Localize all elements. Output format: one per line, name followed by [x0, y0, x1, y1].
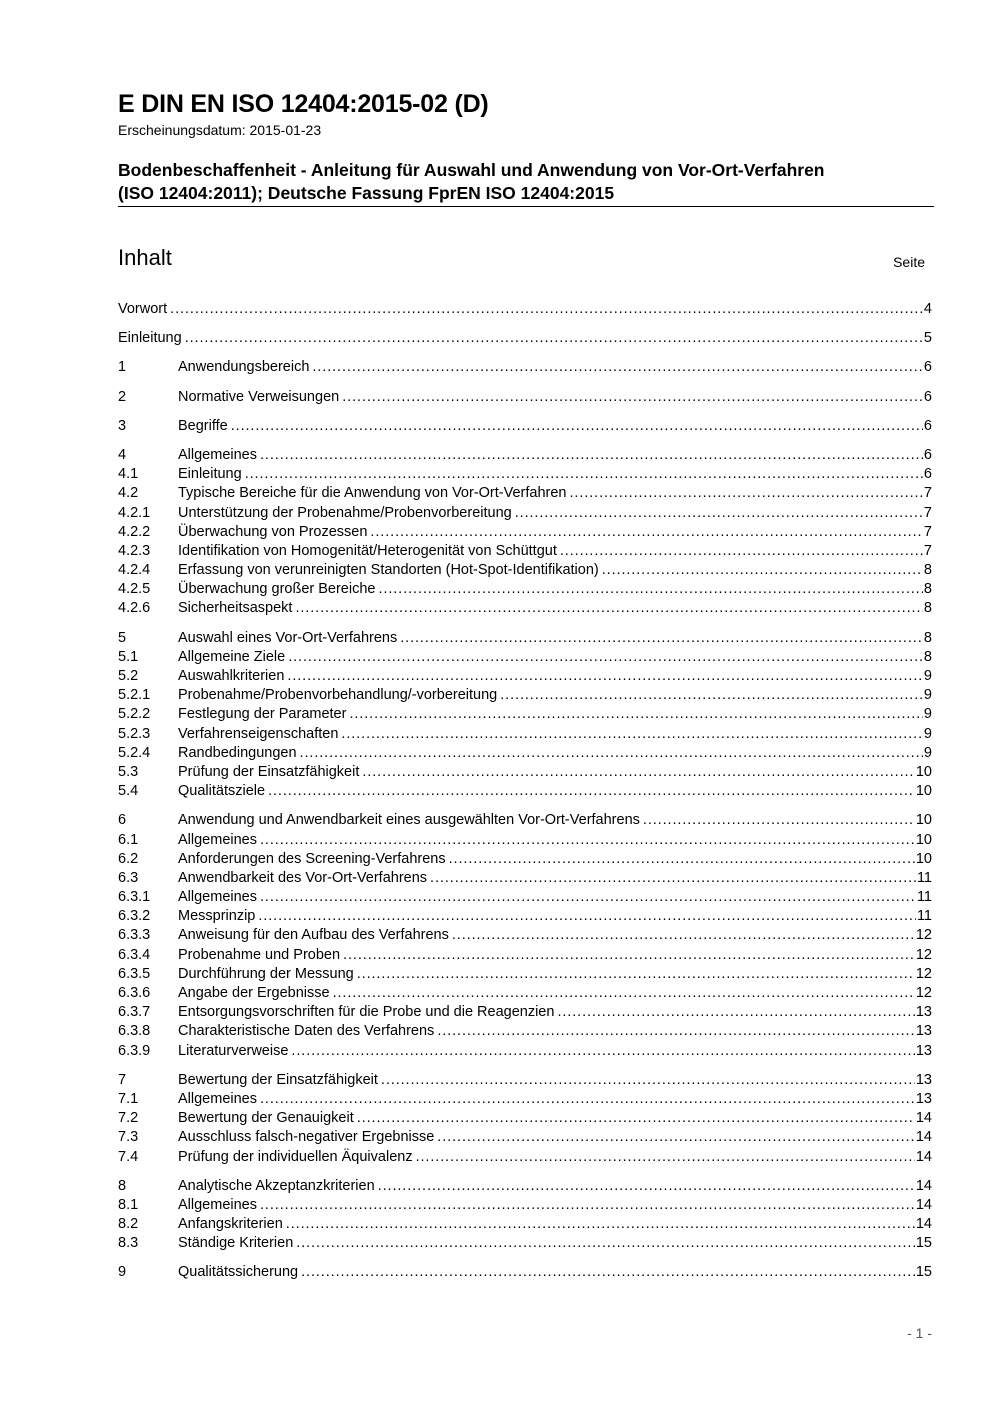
- toc-entry-page: 10: [915, 831, 932, 848]
- toc-entry[interactable]: [118, 763, 932, 782]
- toc-entry-page: 10: [915, 812, 932, 829]
- document-id: E DIN EN ISO 12404:2015-02 (D): [118, 90, 489, 118]
- toc-leader-dots: [643, 811, 915, 830]
- toc-entry-page: 13: [915, 1090, 932, 1107]
- toc-entry[interactable]: [118, 725, 932, 744]
- toc-entry-number: 5.4: [118, 783, 139, 800]
- toc-entry-label: Analytische Akzeptanzkriterien: [178, 1177, 375, 1194]
- toc-leader-dots: [400, 629, 923, 648]
- toc-entry[interactable]: [118, 388, 932, 407]
- toc-leader-dots: [370, 523, 923, 542]
- toc-leader-dots: [288, 648, 923, 667]
- toc-entry-label: Einleitung: [178, 466, 242, 483]
- toc-entry-page: 7: [923, 542, 932, 559]
- toc-leader-dots: [452, 926, 915, 945]
- document-title-line-1: Bodenbeschaffenheit - Anleitung für Auswahl und Anwendung von Vor-Ort-Verfahren: [118, 160, 825, 180]
- table-of-contents: [118, 300, 932, 1283]
- toc-entry-label: Entsorgungsvorschriften für die Probe und die Reagenzien: [178, 1004, 555, 1021]
- toc-entry-number: 7.1: [118, 1090, 139, 1107]
- toc-entry[interactable]: [118, 1003, 932, 1022]
- toc-entry-label: Allgemeines: [178, 1090, 257, 1107]
- toc-leader-dots: [258, 907, 916, 926]
- toc-entry-number: 6.3.3: [118, 927, 151, 944]
- toc-entry-label: Qualitätsziele: [178, 783, 266, 800]
- toc-entry-label: Einleitung: [118, 330, 182, 347]
- toc-entry[interactable]: [118, 465, 932, 484]
- toc-entry[interactable]: [118, 580, 932, 599]
- toc-entry[interactable]: [118, 850, 932, 869]
- toc-entry[interactable]: [118, 705, 932, 724]
- toc-entry-number: 6.3.2: [118, 908, 151, 925]
- toc-entry-label: Verfahrenseigenschaften: [178, 725, 339, 742]
- toc-entry-page: 10: [915, 850, 932, 867]
- toc-leader-dots: [378, 580, 922, 599]
- toc-leader-dots: [381, 1071, 915, 1090]
- toc-entry[interactable]: [118, 811, 932, 830]
- toc-leader-dots: [416, 1148, 915, 1167]
- toc-entry-number: 6.3.1: [118, 889, 151, 906]
- toc-entry-number: 5: [118, 629, 127, 646]
- toc-entry-number: 7: [118, 1071, 127, 1088]
- toc-entry-label: Ausschluss falsch-negativer Ergebnisse: [178, 1129, 435, 1146]
- toc-entry-label: Allgemeine Ziele: [178, 648, 286, 665]
- toc-entry-number: 4.2.5: [118, 581, 151, 598]
- toc-entry[interactable]: [118, 484, 932, 503]
- toc-entry-label: Auswahlkriterien: [178, 668, 285, 684]
- toc-leader-dots: [557, 1003, 914, 1022]
- toc-entry-label: Überwachung von Prozessen: [178, 523, 368, 540]
- toc-entry-number: 6.3.5: [118, 965, 151, 982]
- toc-entry-page: 9: [923, 706, 932, 723]
- toc-entry[interactable]: [118, 1090, 932, 1109]
- toc-entry-number: 6.3: [118, 869, 139, 886]
- toc-entry[interactable]: [118, 300, 932, 319]
- toc-entry[interactable]: [118, 869, 932, 888]
- toc-entry-label: Begriffe: [178, 417, 228, 434]
- toc-entry[interactable]: [118, 965, 932, 984]
- toc-entry-label: Erfassung von verunreinigten Standorten (Hot-Spot-Identifikation): [178, 562, 599, 579]
- toc-leader-dots: [342, 388, 923, 407]
- toc-entry-number: 8: [118, 1177, 127, 1194]
- toc-entry[interactable]: [118, 1109, 932, 1128]
- toc-entry-page: 15: [915, 1264, 932, 1281]
- toc-entry[interactable]: [118, 984, 932, 1003]
- document-title-line-2: (ISO 12404:2011); Deutsche Fassung FprEN ISO 12404:2015: [118, 183, 615, 203]
- toc-leader-dots: [268, 782, 915, 801]
- toc-entry[interactable]: [118, 504, 932, 523]
- toc-entry-number: 4.2.1: [118, 504, 151, 521]
- toc-entry-page: 13: [915, 1042, 932, 1059]
- toc-entry-page: 6: [923, 417, 932, 434]
- toc-entry-page: 13: [915, 1004, 932, 1021]
- toc-entry-number: 7.3: [118, 1129, 139, 1146]
- toc-entry-label: Anwendung und Anwendbarkeit eines ausgewählten Vor-Ort-Verfahrens: [178, 812, 640, 829]
- toc-entry-number: 5.2.3: [118, 725, 151, 742]
- toc-leader-dots: [333, 984, 915, 1003]
- toc-entry-number: 4.1: [118, 466, 139, 483]
- toc-entry-number: 4.2.4: [118, 562, 151, 579]
- toc-entry[interactable]: [118, 1071, 932, 1090]
- toc-entry-label: Charakteristische Daten des Verfahrens: [178, 1023, 435, 1040]
- toc-entry-page: 14: [915, 1196, 932, 1213]
- toc-entry-page: 9: [923, 687, 932, 704]
- toc-entry-page: 6: [923, 466, 932, 483]
- toc-entry-number: 1: [118, 359, 127, 376]
- toc-entry-number: 5.2.2: [118, 706, 151, 723]
- toc-entry-label: Allgemeines: [178, 831, 257, 848]
- toc-entry-number: 6.1: [118, 831, 139, 848]
- toc-entry-label: Randbedingungen: [178, 744, 297, 761]
- toc-entry-page: 9: [923, 725, 932, 742]
- toc-entry[interactable]: [118, 329, 932, 348]
- toc-entry-label: Qualitätssicherung: [178, 1264, 299, 1281]
- toc-entry-page: 6: [923, 446, 932, 463]
- toc-entry-label: Literaturverweise: [178, 1042, 289, 1059]
- toc-entry-page: 6: [923, 388, 932, 405]
- toc-entry-page: 15: [915, 1235, 932, 1252]
- toc-entry-page: 14: [915, 1148, 932, 1165]
- toc-leader-dots: [349, 705, 922, 724]
- toc-entry[interactable]: [118, 1215, 932, 1234]
- toc-leader-dots: [296, 1234, 915, 1253]
- toc-entry-label: Anweisung für den Aufbau des Verfahrens: [178, 927, 449, 944]
- toc-leader-dots: [295, 599, 922, 618]
- toc-entry-label: Ständige Kriterien: [178, 1235, 294, 1252]
- toc-entry-number: 4.2.2: [118, 523, 151, 540]
- toc-entry-page: 10: [915, 763, 932, 780]
- toc-entry-label: Anwendungsbereich: [178, 359, 310, 376]
- toc-entry-page: 8: [923, 600, 932, 617]
- toc-entry-label: Überwachung großer Bereiche: [178, 581, 376, 598]
- toc-entry[interactable]: [118, 888, 932, 907]
- toc-entry-page: 12: [915, 927, 932, 944]
- toc-leader-dots: [570, 484, 923, 503]
- toc-entry[interactable]: [118, 648, 932, 667]
- toc-entry-label: Auswahl eines Vor-Ort-Verfahrens: [178, 629, 398, 646]
- toc-entry[interactable]: [118, 1022, 932, 1041]
- toc-entry-label: Bewertung der Einsatzfähigkeit: [178, 1071, 378, 1088]
- toc-entry-number: 5.3: [118, 763, 139, 780]
- toc-leader-dots: [357, 965, 915, 984]
- toc-entry-page: 9: [923, 744, 932, 761]
- toc-leader-dots: [300, 744, 923, 763]
- toc-entry-number: 7.4: [118, 1148, 139, 1165]
- toc-entry-page: 8: [923, 581, 932, 598]
- toc-entry-label: Prüfung der Einsatzfähigkeit: [178, 763, 360, 780]
- toc-leader-dots: [245, 465, 923, 484]
- toc-leader-dots: [515, 504, 923, 523]
- toc-entry-label: Anforderungen des Screening-Verfahrens: [178, 850, 446, 867]
- publication-date: Erscheinungsdatum: 2015-01-23: [118, 122, 322, 138]
- toc-entry-label: Prüfung der individuellen Äquivalenz: [178, 1148, 413, 1165]
- toc-leader-dots: [378, 1177, 915, 1196]
- toc-entry-page: 14: [915, 1110, 932, 1127]
- toc-entry-number: 7.2: [118, 1110, 139, 1127]
- toc-entry-page: 7: [923, 504, 932, 521]
- toc-entry-number: 6.3.9: [118, 1042, 151, 1059]
- toc-leader-dots: [260, 1196, 915, 1215]
- toc-leader-dots: [437, 1022, 915, 1041]
- toc-leader-dots: [312, 358, 923, 377]
- toc-leader-dots: [231, 417, 923, 436]
- toc-entry[interactable]: [118, 1234, 932, 1253]
- toc-entry-page: 12: [915, 985, 932, 1001]
- toc-entry-page: 11: [916, 889, 932, 906]
- toc-entry-number: 3: [118, 417, 127, 434]
- toc-entry[interactable]: [118, 542, 932, 561]
- toc-entry-number: 5.2.1: [118, 687, 151, 704]
- toc-entry-label: Allgemeines: [178, 1196, 257, 1213]
- toc-entry[interactable]: [118, 446, 932, 465]
- toc-leader-dots: [602, 561, 923, 580]
- toc-entry[interactable]: [118, 946, 932, 965]
- toc-entry-label: Probenahme/Probenvorbehandlung/-vorbereitung: [178, 687, 498, 704]
- toc-entry-page: 14: [915, 1177, 932, 1194]
- page-number: - 1 -: [907, 1325, 932, 1341]
- toc-leader-dots: [287, 667, 923, 686]
- page-column-label: Seite: [893, 254, 925, 270]
- toc-entry-label: Identifikation von Homogenität/Heterogenität von Schüttgut: [178, 542, 557, 559]
- toc-entry-page: 8: [923, 648, 932, 665]
- toc-entry-number: 4.2.6: [118, 600, 151, 617]
- toc-entry[interactable]: [118, 667, 932, 686]
- toc-entry-page: 7: [923, 523, 932, 540]
- toc-entry-page: 8: [923, 562, 932, 579]
- toc-leader-dots: [260, 831, 915, 850]
- toc-entry[interactable]: [118, 926, 932, 945]
- toc-entry-page: 12: [915, 965, 932, 982]
- toc-entry-number: 8.3: [118, 1235, 139, 1252]
- toc-entry-page: 7: [923, 485, 932, 502]
- toc-entry-page: 11: [916, 908, 932, 925]
- toc-leader-dots: [343, 946, 915, 965]
- document-title: [118, 159, 938, 205]
- toc-entry-number: 6.2: [118, 850, 139, 867]
- toc-entry-label: Bewertung der Genauigkeit: [178, 1110, 354, 1127]
- toc-entry-number: 6.3.6: [118, 985, 151, 1001]
- toc-leader-dots: [341, 725, 923, 744]
- toc-leader-dots: [437, 1128, 915, 1147]
- toc-entry-label: Normative Verweisungen: [178, 388, 340, 405]
- toc-entry[interactable]: [118, 523, 932, 542]
- toc-leader-dots: [357, 1109, 915, 1128]
- toc-heading: Inhalt: [118, 245, 172, 270]
- toc-leader-dots: [301, 1263, 915, 1282]
- toc-leader-dots: [362, 763, 915, 782]
- toc-entry[interactable]: [118, 1196, 932, 1215]
- toc-entry[interactable]: [118, 629, 932, 648]
- toc-entry-number: 8.1: [118, 1196, 139, 1213]
- toc-entry-page: 5: [923, 330, 932, 347]
- toc-entry-page: 14: [915, 1216, 932, 1233]
- toc-entry-number: 5.2.4: [118, 744, 151, 761]
- toc-entry-page: 11: [916, 869, 932, 886]
- toc-entry[interactable]: [118, 686, 932, 705]
- toc-entry-page: 10: [915, 783, 932, 800]
- toc-entry[interactable]: [118, 417, 932, 436]
- toc-entry-label: Festlegung der Parameter: [178, 706, 347, 723]
- toc-entry-page: 9: [923, 668, 932, 684]
- toc-entry[interactable]: [118, 1177, 932, 1196]
- toc-entry-label: Probenahme und Proben: [178, 946, 341, 963]
- toc-leader-dots: [291, 1042, 914, 1061]
- toc-entry-number: 6: [118, 812, 127, 829]
- toc-leader-dots: [560, 542, 923, 561]
- toc-leader-dots: [500, 686, 923, 705]
- toc-leader-dots: [260, 1090, 915, 1109]
- toc-entry-number: 6.3.8: [118, 1023, 151, 1040]
- toc-leader-dots: [430, 869, 916, 888]
- toc-leader-dots: [185, 329, 923, 348]
- toc-entry[interactable]: [118, 1148, 932, 1167]
- toc-entry-page: 4: [923, 301, 932, 317]
- toc-entry-label: Durchführung der Messung: [178, 965, 354, 982]
- toc-leader-dots: [286, 1215, 915, 1234]
- toc-entry-label: Typische Bereiche für die Anwendung von Vor-Ort-Verfahren: [178, 485, 567, 502]
- toc-entry-number: 4.2.3: [118, 542, 151, 559]
- toc-entry[interactable]: [118, 782, 932, 801]
- toc-entry-number: 9: [118, 1264, 127, 1281]
- toc-entry-label: Allgemeines: [178, 446, 257, 463]
- toc-entry-page: 13: [915, 1023, 932, 1040]
- toc-entry-label: Vorwort: [118, 301, 168, 317]
- toc-entry-page: 13: [915, 1071, 932, 1088]
- toc-entry[interactable]: [118, 907, 932, 926]
- toc-entry-page: 8: [923, 629, 932, 646]
- title-divider: [118, 206, 934, 207]
- toc-leader-dots: [170, 300, 923, 319]
- toc-entry[interactable]: [118, 561, 932, 580]
- toc-entry-number: 8.2: [118, 1216, 139, 1233]
- toc-entry-number: 6.3.4: [118, 946, 151, 963]
- toc-leader-dots: [260, 446, 923, 465]
- toc-entry-label: Sicherheitsaspekt: [178, 600, 293, 617]
- toc-entry[interactable]: [118, 599, 932, 618]
- toc-entry[interactable]: [118, 1263, 932, 1282]
- toc-entry-number: 4: [118, 446, 127, 463]
- toc-leader-dots: [260, 888, 916, 907]
- toc-entry[interactable]: [118, 1128, 932, 1147]
- toc-entry-number: 5.2: [118, 668, 139, 684]
- toc-entry-number: 4.2: [118, 485, 139, 502]
- toc-entry-label: Angabe der Ergebnisse: [178, 985, 330, 1001]
- toc-leader-dots: [449, 850, 915, 869]
- toc-entry-page: 6: [923, 359, 932, 376]
- toc-entry-page: 14: [915, 1129, 932, 1146]
- toc-entry-number: 2: [118, 388, 127, 405]
- toc-entry-label: Messprinzip: [178, 908, 256, 925]
- toc-entry-label: Unterstützung der Probenahme/Probenvorbereitung: [178, 504, 512, 521]
- toc-entry[interactable]: [118, 744, 932, 763]
- toc-entry[interactable]: [118, 831, 932, 850]
- toc-entry-label: Allgemeines: [178, 889, 257, 906]
- toc-entry-page: 12: [915, 946, 932, 963]
- toc-entry-number: 6.3.7: [118, 1004, 151, 1021]
- toc-entry-label: Anfangskriterien: [178, 1216, 283, 1233]
- toc-entry[interactable]: [118, 1042, 932, 1061]
- toc-entry[interactable]: [118, 358, 932, 377]
- toc-entry-label: Anwendbarkeit des Vor-Ort-Verfahrens: [178, 869, 428, 886]
- toc-entry-number: 5.1: [118, 648, 139, 665]
